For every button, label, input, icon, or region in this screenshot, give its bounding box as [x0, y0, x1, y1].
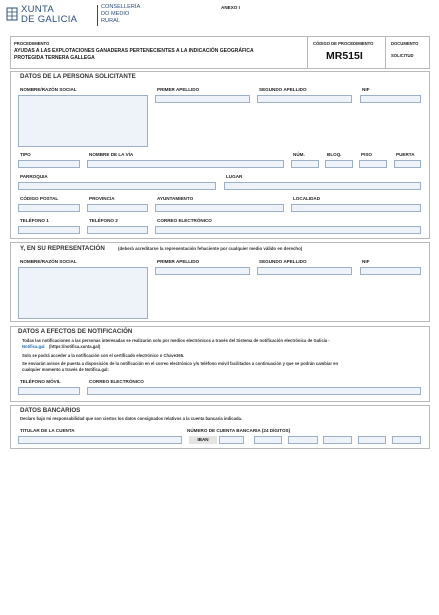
numero-cuenta-label: NÚMERO DE CUENTA BANCARIA (24 DÍGITOS): [187, 428, 291, 433]
notif-correo-label: CORREO ELECTRÓNICO: [89, 379, 144, 384]
bloq-label: BLOQ.: [327, 152, 342, 157]
segundo-apellido-label: SEGUNDO APELLIDO: [259, 87, 307, 92]
representacion-title: Y, EN SU REPRESENTACIÓN: [20, 245, 105, 252]
parroquia-field[interactable]: [18, 182, 216, 190]
rep-primer-apellido-field[interactable]: [155, 267, 250, 275]
lugar-field[interactable]: [224, 182, 421, 190]
anexo-label: ANEXO I: [221, 5, 240, 10]
procedure-text-line2: PROTEGIDA TERNERA GALLEGA: [14, 55, 95, 61]
rep-nif-label: NIF: [362, 259, 370, 264]
procedure-divider-2: [385, 36, 386, 69]
nombre-label: NOMBRE/RAZÓN SOCIAL: [20, 87, 77, 92]
procedure-label: PROCEDIMIENTO: [14, 41, 50, 46]
puerta-field[interactable]: [394, 160, 421, 168]
procedure-code-label: CÓDIGO DE PROCEDIMIENTO: [313, 41, 374, 46]
document-value: SOLICITUD: [391, 53, 414, 58]
logo-divider: [97, 5, 98, 26]
provincia-field[interactable]: [87, 204, 148, 212]
cuenta-bloque-4[interactable]: [358, 436, 386, 444]
cuenta-bloque-1[interactable]: [254, 436, 282, 444]
rep-segundo-apellido-field[interactable]: [257, 267, 352, 275]
notificacion-line1: Todas las notificaciones a las personas interesadas se realizarán solo por medios electrónicos a través del Sistema de notificación electrónica de Galicia -: [22, 338, 330, 343]
representacion-subtitle: (deberá acreditarse la representación fehaciente por cualquier medio válido en derecho): [118, 246, 303, 251]
notificacion-link[interactable]: Notifica.gal: [22, 344, 45, 349]
notificacion-url: (https://notifica.xunta.gal): [49, 344, 101, 349]
codigo-postal-label: CÓDIGO POSTAL: [20, 196, 59, 201]
solicitante-title: DATOS DE LA PERSONA SOLICITANTE: [20, 73, 136, 80]
telefono-movil-label: TELÉFONO MÓVIL: [20, 379, 61, 384]
localidad-label: LOCALIDAD: [293, 196, 321, 201]
telefono1-label: TELÉFONO 1: [20, 218, 49, 223]
primer-apellido-label: PRIMER APELLIDO: [157, 87, 200, 92]
cuenta-bloque-3[interactable]: [323, 436, 352, 444]
ayuntamiento-field[interactable]: [155, 204, 284, 212]
tipo-field[interactable]: [18, 160, 80, 168]
bancarios-declaracion: Declaro bajo mi responsabilidad que son ciertos los datos consignados relativos a la cuenta bancaria indicada.: [20, 416, 243, 421]
conselleria-line1: CONSELLERÍA: [101, 4, 141, 10]
telefono2-field[interactable]: [87, 226, 148, 234]
num-field[interactable]: [291, 160, 319, 168]
cuenta-bloque-5[interactable]: [392, 436, 421, 444]
iban-field[interactable]: [219, 436, 244, 444]
rep-nombre-field[interactable]: [18, 267, 148, 319]
rep-nombre-label: NOMBRE/RAZÓN SOCIAL: [20, 259, 77, 264]
titular-field[interactable]: [18, 436, 182, 444]
procedure-text-line1: AYUDAS A LAS EXPLOTACIONES GANADERAS PERTENECIENTES A LA INDICACIÓN GEOGRÁFICA: [14, 48, 254, 54]
notificacion-line4: Se enviarán avisos de puesta a disposición de la notificación en el correo electrónico y/o teléfono móvil facilitados a continuación y que se podrán cambiar en: [22, 361, 339, 366]
num-label: NÚM.: [293, 152, 305, 157]
notif-correo-field[interactable]: [87, 387, 421, 395]
lugar-label: LUGAR: [226, 174, 243, 179]
logo-line2: DE GALICIA: [21, 14, 78, 25]
telefono1-field[interactable]: [18, 226, 80, 234]
nombre-via-label: NOMBRE DE LA VÍA: [89, 152, 134, 157]
segundo-apellido-field[interactable]: [257, 95, 352, 103]
cuenta-bloque-2[interactable]: [288, 436, 318, 444]
tipo-label: TIPO: [20, 152, 31, 157]
ayuntamiento-label: AYUNTAMIENTO: [157, 196, 194, 201]
xunta-logo-icon: [6, 7, 18, 21]
correo-label: CORREO ELECTRÓNICO: [157, 218, 212, 223]
rep-segundo-apellido-label: SEGUNDO APELLIDO: [259, 259, 307, 264]
puerta-label: PUERTA: [396, 152, 415, 157]
bloq-field[interactable]: [325, 160, 353, 168]
notificacion-line3: Solo se podrá acceder a la notificación con el certificado electrónico o Chave365.: [22, 353, 185, 358]
rep-primer-apellido-label: PRIMER APELLIDO: [157, 259, 200, 264]
titular-label: TITULAR DE LA CUENTA: [20, 428, 75, 433]
primer-apellido-field[interactable]: [155, 95, 250, 103]
nif-label: NIF: [362, 87, 370, 92]
correo-field[interactable]: [155, 226, 421, 234]
bancarios-title: DATOS BANCARIOS: [20, 407, 81, 414]
provincia-label: PROVINCIA: [89, 196, 115, 201]
procedure-divider-1: [307, 36, 308, 69]
parroquia-label: PARROQUIA: [20, 174, 48, 179]
codigo-postal-field[interactable]: [18, 204, 80, 212]
logo-line1: XUNTA: [21, 4, 54, 15]
nombre-via-field[interactable]: [87, 160, 284, 168]
iban-label: IBAN: [189, 436, 217, 444]
procedure-code: MR515I: [326, 50, 363, 62]
nif-field[interactable]: [360, 95, 421, 103]
piso-field[interactable]: [359, 160, 387, 168]
localidad-field[interactable]: [291, 204, 421, 212]
conselleria-line3: RURAL: [101, 18, 120, 24]
piso-label: PISO: [361, 152, 372, 157]
telefono2-label: TELÉFONO 2: [89, 218, 118, 223]
rep-nif-field[interactable]: [360, 267, 421, 275]
notificacion-line5: cualquier momento a través de Notifica.gal:: [22, 367, 109, 372]
notificacion-title: DATOS A EFECTOS DE NOTIFICACIÓN: [18, 328, 133, 335]
nombre-field[interactable]: [18, 95, 148, 147]
conselleria-line2: DO MEDIO: [101, 11, 130, 17]
telefono-movil-field[interactable]: [18, 387, 80, 395]
document-label: DOCUMENTO: [391, 41, 419, 46]
